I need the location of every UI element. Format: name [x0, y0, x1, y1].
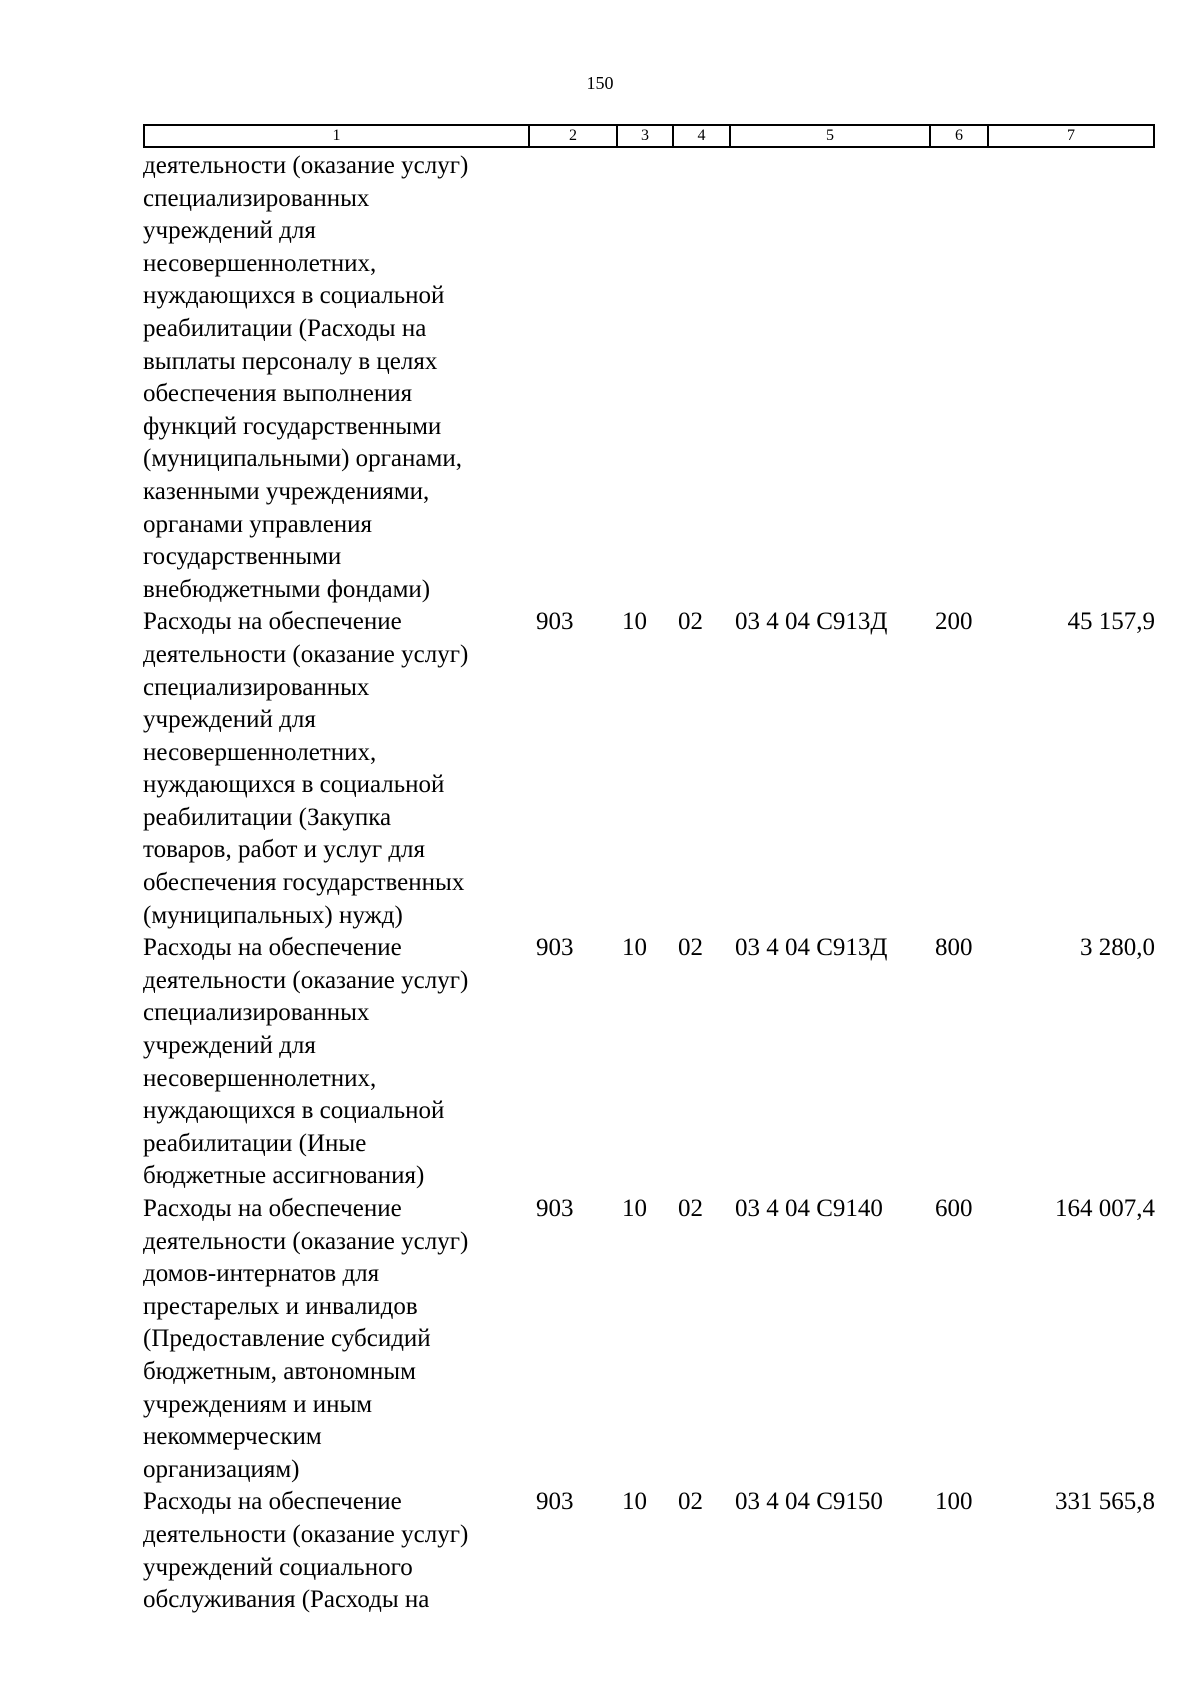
description-line: несовершеннолетних,: [143, 249, 377, 277]
description-line: нуждающихся в социальной: [143, 1097, 445, 1125]
description-line: престарелых и инвалидов: [143, 1292, 418, 1320]
table-body: [143, 150, 1155, 1617]
description-line: выплаты персоналу в целях: [143, 347, 438, 375]
description-line: товаров, работ и услуг для: [143, 836, 426, 864]
description-line: функций государственными: [143, 412, 442, 440]
description-line: учреждений для: [143, 217, 316, 245]
row-target-article: 03 4 04 С9150: [735, 1488, 883, 1516]
description-line: учреждений для: [143, 1032, 316, 1060]
description-line: обслуживания (Расходы на: [143, 1586, 430, 1614]
header-col-7: 7: [1067, 127, 1075, 144]
description-line: деятельности (оказание услуг): [143, 152, 469, 179]
row-section: 10: [622, 1195, 647, 1222]
row-description: [143, 1193, 528, 1486]
row-description: [143, 1486, 528, 1616]
header-col-4: 4: [674, 126, 731, 146]
header-col-2: 2: [530, 126, 618, 146]
table-header: [143, 124, 1155, 148]
description-line: учреждениям и иным: [143, 1390, 373, 1418]
description-line: специализированных: [143, 184, 370, 212]
description-line: учреждений социального: [143, 1553, 413, 1581]
header-col-1: 1: [145, 126, 530, 146]
table-row: [143, 150, 1155, 606]
description-line: Расходы на обеспечение: [143, 1195, 402, 1222]
row-amount: 331 565,8: [1055, 1488, 1155, 1516]
row-description: [143, 932, 528, 1193]
row-target-article: 03 4 04 С913Д: [735, 608, 888, 636]
description-line: специализированных: [143, 673, 370, 701]
row-ministry-code: 903: [536, 608, 574, 636]
description-line: Расходы на обеспечение: [143, 1488, 402, 1516]
description-line: организациям): [143, 1455, 300, 1483]
description-line: деятельности (оказание услуг): [143, 1227, 469, 1255]
table-row: [143, 1193, 1155, 1486]
description-line: специализированных: [143, 999, 370, 1027]
row-subsection: 02: [678, 1488, 703, 1516]
description-line: бюджетные ассигнования): [143, 1162, 425, 1190]
description-line: внебюджетными фондами): [143, 575, 431, 603]
description-line: бюджетным, автономным: [143, 1357, 416, 1385]
row-amount: 164 007,4: [1055, 1195, 1155, 1222]
table-row: [143, 1486, 1155, 1616]
description-line: нуждающихся в социальной: [143, 282, 445, 310]
row-amount: 45 157,9: [1067, 608, 1155, 636]
description-line: несовершеннолетних,: [143, 738, 377, 766]
row-section: 10: [622, 934, 647, 962]
description-line: реабилитации (Закупка: [143, 803, 392, 831]
description-line: государственными: [143, 543, 342, 571]
row-description: [143, 150, 528, 606]
description-line: реабилитации (Иные: [143, 1129, 367, 1157]
description-line: органами управления: [143, 510, 373, 538]
description-line: Расходы на обеспечение: [143, 934, 402, 962]
description-line: реабилитации (Расходы на: [143, 314, 427, 342]
row-ministry-code: 903: [536, 934, 574, 962]
description-line: (муниципальными) органами,: [143, 445, 462, 473]
header-col-5: 5: [731, 126, 931, 146]
description-line: Расходы на обеспечение: [143, 608, 402, 636]
description-line: деятельности (оказание услуг): [143, 640, 469, 668]
description-line: (Предоставление субсидий: [143, 1325, 431, 1353]
row-target-article: 03 4 04 С913Д: [735, 934, 888, 962]
description-line: обеспечения выполнения: [143, 380, 413, 408]
table-row: [143, 606, 1155, 932]
row-ministry-code: 903: [536, 1488, 574, 1516]
row-ministry-code: 903: [536, 1195, 574, 1222]
description-line: несовершеннолетних,: [143, 1064, 377, 1092]
row-subsection: 02: [678, 608, 703, 636]
page-number: 150: [586, 73, 614, 93]
row-expense-type: 800: [935, 934, 973, 962]
description-line: казенными учреждениями,: [143, 477, 430, 505]
row-expense-type: 100: [935, 1488, 973, 1516]
header-col-3: 3: [618, 126, 674, 146]
description-line: деятельности (оказание услуг): [143, 966, 469, 994]
row-subsection: 02: [678, 1195, 703, 1222]
header-col-6: 6: [931, 126, 989, 146]
row-section: 10: [622, 1488, 647, 1516]
description-line: домов-интернатов для: [143, 1260, 380, 1288]
description-line: некоммерческим: [143, 1423, 322, 1451]
table-row: [143, 932, 1155, 1193]
row-description: [143, 606, 528, 932]
description-line: обеспечения государственных: [143, 869, 465, 897]
description-line: нуждающихся в социальной: [143, 771, 445, 799]
row-expense-type: 200: [935, 608, 973, 636]
description-line: учреждений для: [143, 706, 316, 734]
row-subsection: 02: [678, 934, 703, 962]
row-amount: 3 280,0: [1080, 934, 1155, 962]
description-line: (муниципальных) нужд): [143, 901, 403, 929]
row-expense-type: 600: [935, 1195, 973, 1222]
row-section: 10: [622, 608, 647, 636]
row-target-article: 03 4 04 С9140: [735, 1195, 883, 1222]
description-line: деятельности (оказание услуг): [143, 1520, 469, 1548]
